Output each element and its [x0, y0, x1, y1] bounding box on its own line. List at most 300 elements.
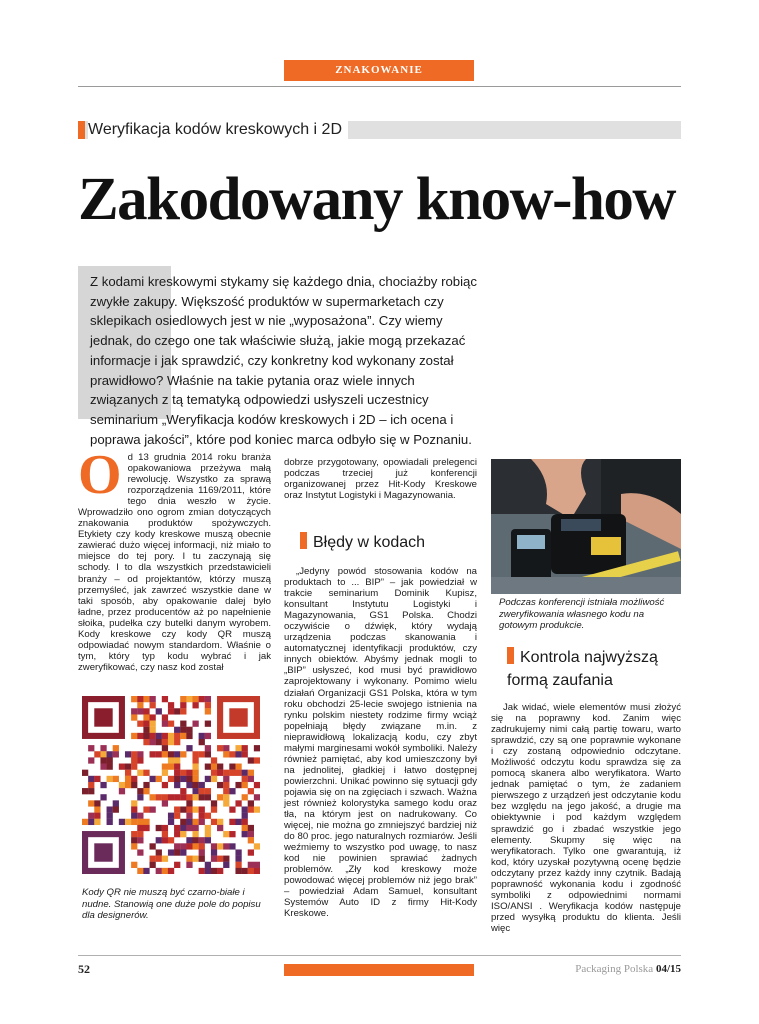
qr-module: [186, 727, 192, 733]
qr-module: [205, 825, 211, 831]
qr-module: [100, 745, 106, 751]
qr-module: [180, 770, 186, 776]
qr-module: [248, 837, 254, 843]
qr-module: [229, 806, 235, 812]
qr-module: [192, 751, 198, 757]
qr-module: [125, 776, 131, 782]
qr-module: [192, 702, 198, 708]
qr-module: [143, 868, 149, 874]
qr-module: [143, 739, 149, 745]
qr-module: [242, 813, 248, 819]
qr-module: [223, 856, 229, 862]
qr-module: [192, 825, 198, 831]
qr-module: [107, 764, 113, 770]
qr-module: [217, 819, 223, 825]
qr-module: [150, 856, 156, 862]
qr-module: [205, 831, 211, 837]
qr-module: [199, 849, 205, 855]
qr-module: [205, 696, 211, 702]
qr-module: [168, 757, 174, 763]
qr-module: [143, 806, 149, 812]
qr-module: [162, 800, 168, 806]
qr-module: [174, 751, 180, 757]
qr-module: [94, 751, 100, 757]
footer-magazine: [575, 963, 681, 975]
qr-module: [235, 800, 241, 806]
qr-module: [156, 794, 162, 800]
qr-module: [223, 745, 229, 751]
qr-module: [137, 733, 143, 739]
qr-module: [100, 782, 106, 788]
qr-module: [162, 714, 168, 720]
qr-module: [199, 813, 205, 819]
qr-module: [235, 751, 241, 757]
qr-module: [254, 806, 260, 812]
qr-module: [186, 776, 192, 782]
qr-module: [242, 770, 248, 776]
qr-module: [186, 813, 192, 819]
qr-module: [88, 782, 94, 788]
qr-module: [174, 757, 180, 763]
qr-module: [88, 800, 94, 806]
top-rule: [78, 86, 681, 87]
qr-module: [143, 819, 149, 825]
bottom-rule: [78, 955, 681, 956]
qr-module: [156, 856, 162, 862]
qr-module: [94, 819, 100, 825]
qr-module: [125, 751, 131, 757]
qr-module: [156, 733, 162, 739]
qr-module: [235, 856, 241, 862]
qr-module: [88, 788, 94, 794]
qr-module: [186, 696, 192, 702]
qr-module: [156, 776, 162, 782]
qr-module: [248, 757, 254, 763]
qr-module: [143, 770, 149, 776]
qr-module: [242, 819, 248, 825]
qr-module: [211, 849, 217, 855]
qr-module: [168, 813, 174, 819]
qr-module: [131, 696, 137, 702]
qr-module: [162, 794, 168, 800]
qr-module: [199, 788, 205, 794]
qr-module: [186, 745, 192, 751]
qr-module: [192, 696, 198, 702]
qr-module: [137, 868, 143, 874]
qr-module: [229, 788, 235, 794]
subhead-bledy: [300, 531, 425, 554]
qr-module: [186, 770, 192, 776]
qr-module: [229, 764, 235, 770]
qr-module: [137, 757, 143, 763]
qr-module: [248, 831, 254, 837]
qr-module: [162, 745, 168, 751]
page-number: 52: [78, 962, 90, 976]
qr-module: [192, 856, 198, 862]
qr-code-image: [82, 696, 260, 874]
qr-module: [88, 745, 94, 751]
qr-module: [199, 837, 205, 843]
qr-module: [100, 757, 106, 763]
qr-module: [162, 770, 168, 776]
qr-module: [94, 800, 100, 806]
qr-module: [254, 782, 260, 788]
qr-module: [131, 751, 137, 757]
kicker: Weryfikacja kodów kreskowych i 2D: [88, 119, 348, 141]
qr-module: [235, 868, 241, 874]
qr-module: [192, 819, 198, 825]
qr-module: [235, 764, 241, 770]
qr-module: [199, 733, 205, 739]
qr-module: [162, 696, 168, 702]
qr-module: [168, 819, 174, 825]
qr-module: [248, 862, 254, 868]
qr-module: [229, 819, 235, 825]
qr-module: [211, 843, 217, 849]
qr-module: [137, 849, 143, 855]
qr-module: [131, 764, 137, 770]
qr-module: [156, 825, 162, 831]
qr-module: [150, 702, 156, 708]
qr-module: [242, 782, 248, 788]
qr-module: [180, 721, 186, 727]
qr-module: [180, 806, 186, 812]
qr-module: [143, 825, 149, 831]
qr-module: [174, 770, 180, 776]
qr-module: [248, 800, 254, 806]
qr-module: [137, 825, 143, 831]
qr-module: [174, 806, 180, 812]
qr-module: [137, 708, 143, 714]
qr-module: [88, 757, 94, 763]
qr-module: [125, 764, 131, 770]
qr-module: [217, 825, 223, 831]
qr-module: [150, 721, 156, 727]
qr-module: [180, 702, 186, 708]
qr-module: [131, 733, 137, 739]
qr-module: [192, 757, 198, 763]
kicker-accent-mark: [78, 121, 85, 139]
qr-module: [162, 856, 168, 862]
qr-module: [180, 696, 186, 702]
qr-module: [199, 868, 205, 874]
lead-paragraph: Z kodami kreskowymi stykamy się każdego dnia, chociażby robiąc zwykłe zakupy. Większość produktów w supermarketach czy sklepikach osiedlowych jest w nie „wyposażona”. Czy wiemy jednak, do czego one tak właściwie służą, jakie mogą przekazać informacje i jak sprawdzić, czy konkretny kod wykonany został prawidłowo? Właśnie na takie pytania oraz wiele innych związanych z tą tematyką odpowiedzi usłyszeli uczestnicy seminarium „Weryfikacja kodów kreskowych i 2D – ich ocena i poprawa jakości”, które pod koniec marca odbyło się w Poznaniu.: [90, 274, 477, 447]
qr-module: [192, 782, 198, 788]
qr-module: [192, 806, 198, 812]
qr-module: [205, 868, 211, 874]
qr-module: [223, 782, 229, 788]
qr-module: [88, 819, 94, 825]
qr-module: [205, 702, 211, 708]
qr-module: [137, 831, 143, 837]
qr-module: [174, 825, 180, 831]
qr-module: [180, 794, 186, 800]
qr-module: [211, 800, 217, 806]
qr-module: [131, 843, 137, 849]
subhead-kontrola: [507, 646, 682, 692]
qr-module: [205, 776, 211, 782]
qr-module: [137, 813, 143, 819]
qr-module: [131, 782, 137, 788]
qr-module: [248, 776, 254, 782]
qr-module: [180, 819, 186, 825]
qr-module: [131, 714, 137, 720]
qr-caption: Kody QR nie muszą być czarno-białe i nudne. Stanowią one duże pole do popisu dla designerów.: [82, 887, 261, 922]
qr-module: [186, 856, 192, 862]
qr-module: [162, 733, 168, 739]
qr-module: [143, 727, 149, 733]
subhead-text: Kontrola najwyższą formą zaufania: [507, 649, 658, 689]
qr-module: [143, 696, 149, 702]
qr-module: [211, 819, 217, 825]
qr-module: [248, 868, 254, 874]
qr-module: [229, 831, 235, 837]
qr-module: [162, 739, 168, 745]
qr-module: [107, 806, 113, 812]
qr-module: [223, 862, 229, 868]
qr-module: [150, 739, 156, 745]
qr-module: [192, 770, 198, 776]
qr-module: [150, 776, 156, 782]
column-1: [78, 444, 271, 673]
qr-module: [217, 843, 223, 849]
qr-module: [119, 764, 125, 770]
qr-module: [223, 843, 229, 849]
qr-module: [235, 745, 241, 751]
qr-module: [137, 702, 143, 708]
qr-module: [107, 751, 113, 757]
qr-module: [211, 757, 217, 763]
qr-module: [242, 776, 248, 782]
qr-module: [186, 782, 192, 788]
qr-module: [168, 868, 174, 874]
qr-module: [199, 782, 205, 788]
qr-module: [119, 819, 125, 825]
qr-module: [205, 745, 211, 751]
qr-module: [150, 794, 156, 800]
qr-module: [186, 800, 192, 806]
qr-module: [156, 751, 162, 757]
qr-module: [107, 757, 113, 763]
qr-module: [180, 831, 186, 837]
qr-module: [192, 788, 198, 794]
qr-module: [156, 739, 162, 745]
photo-caption: Podczas konferencji istniała możliwość zweryfikowania własnego kodu na gotowym produkcie.: [499, 597, 665, 632]
qr-module: [217, 782, 223, 788]
qr-module: [174, 727, 180, 733]
qr-module: [248, 849, 254, 855]
qr-module: [162, 831, 168, 837]
qr-module: [100, 794, 106, 800]
qr-module: [156, 849, 162, 855]
qr-module: [180, 788, 186, 794]
qr-module: [180, 727, 186, 733]
qr-module: [174, 849, 180, 855]
qr-module: [248, 788, 254, 794]
qr-module: [254, 868, 260, 874]
qr-module: [174, 733, 180, 739]
qr-module: [242, 831, 248, 837]
qr-module: [223, 776, 229, 782]
drop-cap: O: [78, 444, 122, 506]
qr-module: [229, 770, 235, 776]
qr-module: [131, 831, 137, 837]
qr-module: [174, 776, 180, 782]
qr-module: [82, 770, 88, 776]
qr-module: [180, 733, 186, 739]
qr-module: [88, 776, 94, 782]
qr-module: [94, 806, 100, 812]
subhead-text: Błędy w kodach: [313, 534, 426, 551]
qr-module: [131, 813, 137, 819]
qr-module: [186, 806, 192, 812]
qr-module: [199, 696, 205, 702]
qr-module: [137, 819, 143, 825]
qr-module: [186, 862, 192, 868]
qr-module: [199, 739, 205, 745]
qr-module: [235, 849, 241, 855]
qr-module: [242, 745, 248, 751]
qr-module: [137, 837, 143, 843]
qr-module: [242, 825, 248, 831]
barcode-verifier-photo: [491, 459, 681, 594]
qr-module: [94, 813, 100, 819]
qr-module: [131, 819, 137, 825]
qr-module: [143, 714, 149, 720]
qr-module: [82, 788, 88, 794]
qr-module: [192, 764, 198, 770]
qr-module: [131, 776, 137, 782]
qr-module: [156, 837, 162, 843]
qr-module: [205, 862, 211, 868]
qr-module: [223, 794, 229, 800]
qr-module: [125, 819, 131, 825]
qr-module: [113, 751, 119, 757]
qr-module: [174, 862, 180, 868]
qr-module: [199, 856, 205, 862]
headline: Zakodowany know-how: [78, 166, 675, 233]
qr-module: [82, 819, 88, 825]
qr-module: [94, 843, 112, 861]
qr-module: [229, 751, 235, 757]
qr-module: [156, 868, 162, 874]
qr-module: [186, 825, 192, 831]
qr-module: [186, 794, 192, 800]
qr-module: [242, 806, 248, 812]
qr-module: [174, 831, 180, 837]
qr-module: [217, 856, 223, 862]
subhead-accent-mark: [300, 532, 307, 549]
qr-module: [168, 837, 174, 843]
qr-module: [94, 708, 112, 726]
qr-module: [180, 825, 186, 831]
qr-module: [205, 794, 211, 800]
qr-module: [162, 825, 168, 831]
qr-module: [186, 843, 192, 849]
qr-module: [186, 733, 192, 739]
qr-module: [137, 721, 143, 727]
qr-module: [100, 751, 106, 757]
qr-module: [168, 708, 174, 714]
qr-module: [143, 782, 149, 788]
qr-module: [199, 794, 205, 800]
qr-module: [223, 751, 229, 757]
qr-module: [88, 813, 94, 819]
qr-module: [113, 800, 119, 806]
qr-module: [248, 825, 254, 831]
qr-module: [107, 813, 113, 819]
qr-module: [192, 721, 198, 727]
qr-module: [174, 794, 180, 800]
qr-module: [162, 837, 168, 843]
qr-module: [137, 751, 143, 757]
qr-module: [223, 800, 229, 806]
qr-module: [168, 702, 174, 708]
qr-module: [174, 782, 180, 788]
qr-module: [205, 733, 211, 739]
qr-module: [100, 764, 106, 770]
qr-module: [131, 806, 137, 812]
qr-module: [168, 849, 174, 855]
qr-module: [211, 770, 217, 776]
qr-module: [235, 862, 241, 868]
qr-module: [242, 751, 248, 757]
qr-module: [192, 794, 198, 800]
qr-module: [223, 770, 229, 776]
qr-module: [254, 757, 260, 763]
qr-module: [235, 819, 241, 825]
qr-module: [131, 708, 137, 714]
qr-module: [217, 794, 223, 800]
qr-module: [223, 788, 229, 794]
qr-module: [143, 788, 149, 794]
qr-module: [168, 739, 174, 745]
qr-module: [205, 721, 211, 727]
qr-module: [217, 770, 223, 776]
qr-module: [205, 751, 211, 757]
section-tag: ZNAKOWANIE: [284, 60, 474, 81]
qr-module: [180, 751, 186, 757]
qr-module: [192, 831, 198, 837]
qr-module: [205, 837, 211, 843]
qr-module: [174, 843, 180, 849]
qr-module: [168, 764, 174, 770]
paragraph: dobrze przygotowany, opowiadali prelegenci podczas trzeciej już konferencji organizowanej przez Hit-Kody Kreskowe oraz Instytut Logistyki i Magazynowania.: [284, 457, 477, 502]
qr-module: [150, 843, 156, 849]
qr-module: [137, 770, 143, 776]
qr-module: [211, 806, 217, 812]
issue-number: 04/15: [655, 963, 681, 975]
qr-module: [131, 800, 137, 806]
qr-module: [180, 776, 186, 782]
qr-module: [211, 764, 217, 770]
qr-module: [113, 776, 119, 782]
qr-module: [199, 751, 205, 757]
qr-module: [180, 849, 186, 855]
qr-module: [113, 806, 119, 812]
qr-module: [113, 745, 119, 751]
qr-module: [150, 696, 156, 702]
qr-module: [174, 764, 180, 770]
qr-module: [211, 776, 217, 782]
qr-module: [137, 696, 143, 702]
qr-module: [199, 806, 205, 812]
qr-module: [119, 782, 125, 788]
qr-module: [248, 770, 254, 776]
qr-module: [174, 813, 180, 819]
subhead-accent-mark: [507, 647, 514, 664]
qr-module: [254, 862, 260, 868]
